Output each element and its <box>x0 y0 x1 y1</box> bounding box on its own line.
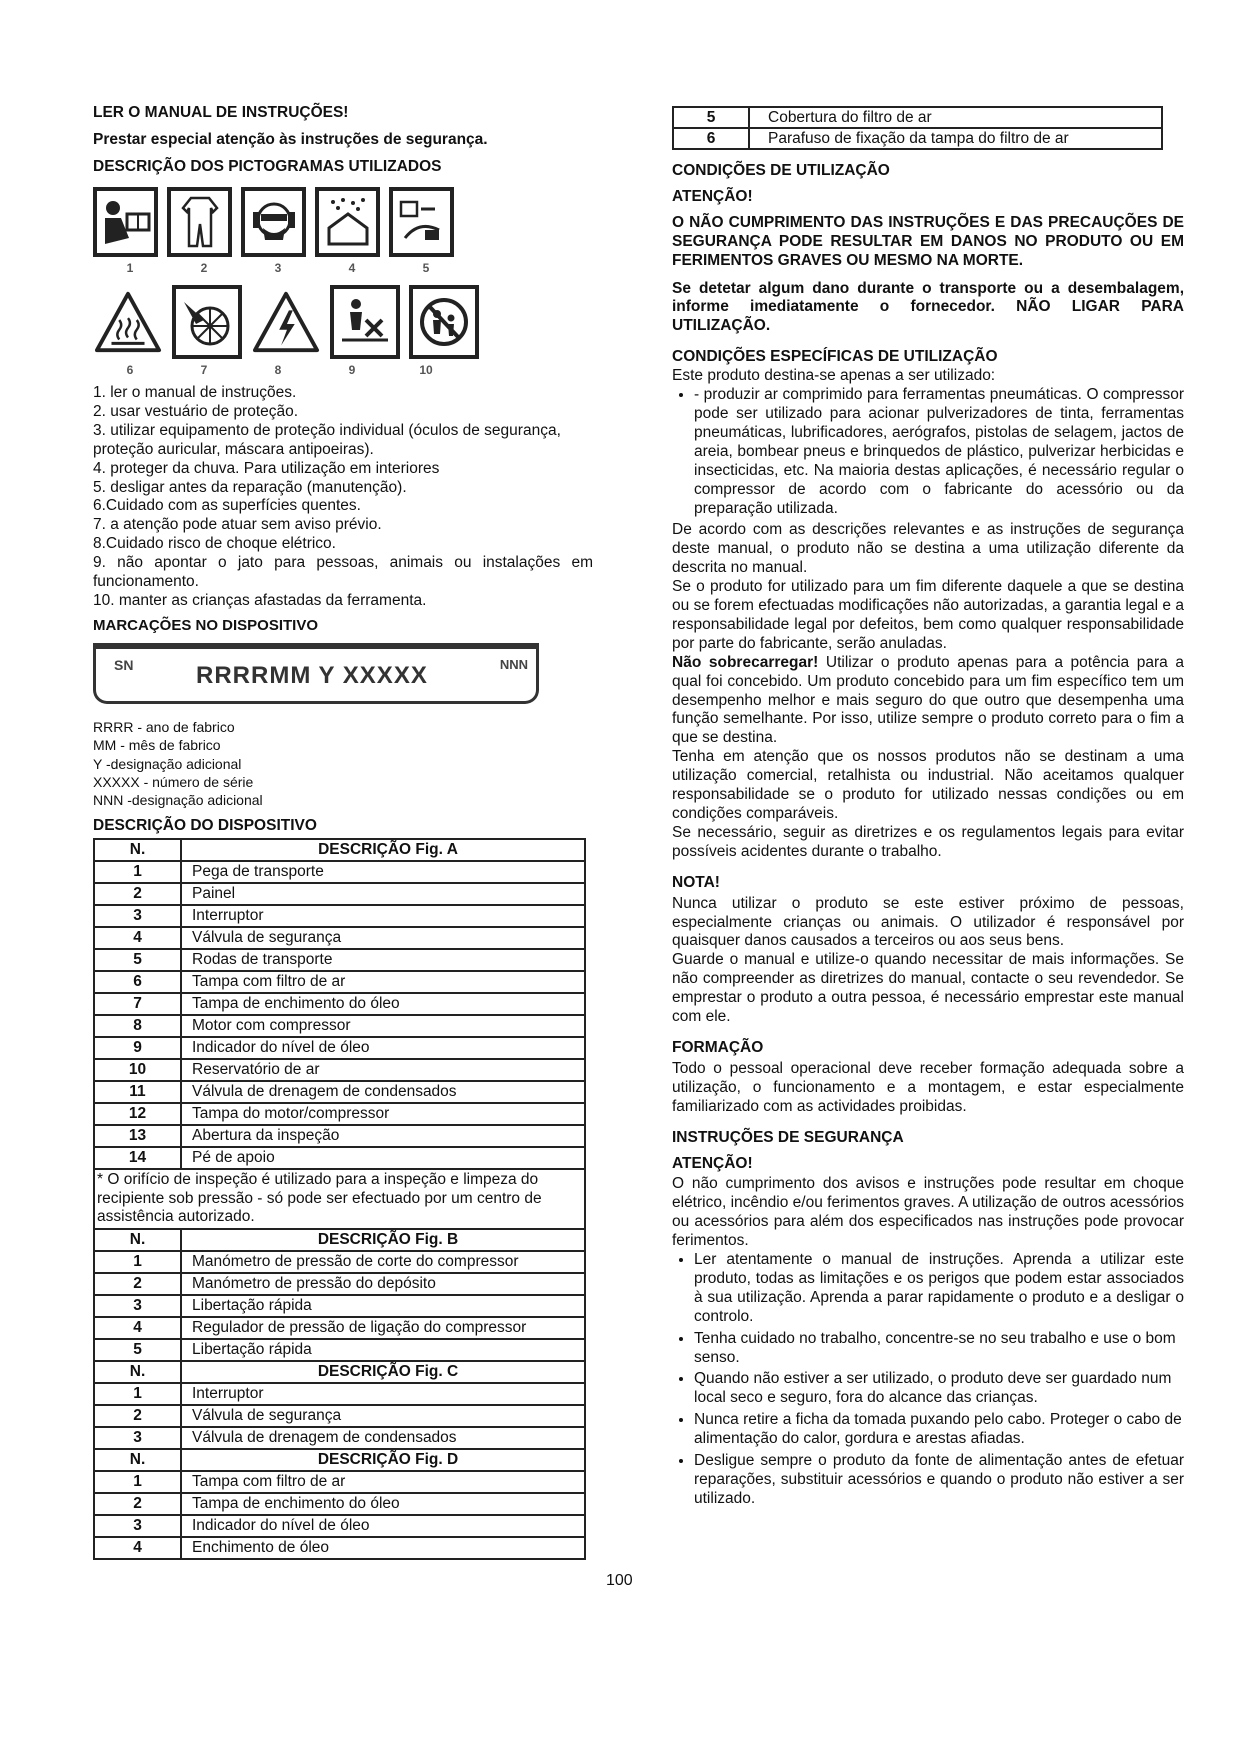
paragraph: Guarde o manual e utilize-o quando necessitar de mais informações. Se não compreender as diretrizes do manual, contacte o seu revendedor. Se emprestar o produto a outra pessoa, é necessário emprestar este manual com ele. <box>672 951 1184 1026</box>
column-header-number: N. <box>94 1361 181 1383</box>
table-row <box>94 927 585 949</box>
warning-caps: O NÃO CUMPRIMENTO DAS INSTRUÇÕES E DAS PRECAUÇÕES DE SEGURANÇA PODE RESULTAR EM DANOS NO PRODUTO OU EM FERIMENTOS GRAVES OU MESMO NA MORTE. <box>672 213 1184 269</box>
table-row <box>94 1147 585 1169</box>
picto-number: 1 <box>126 260 134 275</box>
safety-list <box>672 1251 1184 1509</box>
heading-pictograms: DESCRIÇÃO DOS PICTOGRAMAS UTILIZADOS <box>93 157 442 175</box>
picto-number: 7 <box>200 363 208 378</box>
table-row <box>94 1273 585 1295</box>
table-cell-description: Abertura da inspeção <box>181 1125 585 1147</box>
list-item: RRRR - ano de fabrico <box>93 719 235 736</box>
table-row <box>94 1405 585 1427</box>
table-cell-description: Painel <box>181 883 585 905</box>
list-item: 1. ler o manual de instruções. <box>93 383 297 401</box>
table-row <box>94 1493 585 1515</box>
serial-plate <box>93 643 539 704</box>
automatic-start-icon <box>172 285 242 359</box>
column-header-description: DESCRIÇÃO Fig. C <box>181 1361 585 1383</box>
table-header-row <box>94 839 585 861</box>
table-cell-number: 12 <box>94 1103 181 1125</box>
paragraph: De acordo com as descrições relevantes e as instruções de segurança deste manual, o produto não se destina a uma utilização diferente da descrita no manual. <box>672 521 1184 577</box>
table-cell-number: 5 <box>94 949 181 971</box>
table-cell-description: Motor com compressor <box>181 1015 585 1037</box>
column-header-number: N. <box>94 839 181 861</box>
device-description-table <box>93 838 586 1560</box>
table-row <box>94 971 585 993</box>
table-row <box>94 1251 585 1273</box>
keep-children-away-icon <box>409 285 479 359</box>
table-row <box>94 905 585 927</box>
table-cell-number: 11 <box>94 1081 181 1103</box>
plate-legend <box>93 718 593 809</box>
picto-number: 6 <box>126 363 134 378</box>
pictogram-legend <box>93 384 593 611</box>
pictogram-numbers-row-1 <box>93 261 593 276</box>
table-cell-description: Rodas de transporte <box>181 949 585 971</box>
pictogram-row-1 <box>93 187 593 257</box>
overload-bold: Não sobrecarregar! <box>672 653 819 671</box>
table-header-row <box>94 1361 585 1383</box>
heading-specific-conditions: CONDIÇÕES ESPECÍFICAS DE UTILIZAÇÃO <box>672 348 998 366</box>
paragraph: Tenha em atenção que os nossos produtos não se destinam a uma utilização comercial, retalhista ou industrial. Não aceitamos qualquer responsabilidade se o produto for utilizado nessas condições ou em condições comparáveis. <box>672 748 1184 822</box>
table-cell-description: Manómetro de pressão do depósito <box>181 1273 585 1295</box>
list-item: 8.Cuidado risco de choque elétrico. <box>93 535 336 553</box>
column-header-description: DESCRIÇÃO Fig. A <box>181 839 585 861</box>
list-item: MM - mês de fabrico <box>93 737 221 754</box>
list-item: NNN -designação adicional <box>93 791 263 808</box>
electric-shock-icon <box>251 285 321 359</box>
table-row <box>94 1295 585 1317</box>
table-cell-description: Tampa do motor/compressor <box>181 1103 585 1125</box>
table-row <box>94 883 585 905</box>
paragraph: Todo o pessoal operacional deve receber formação adequada sobre a utilização, o funcionamento e a montagem, e estar especialmente familiarizado com as actividades proibidas. <box>672 1059 1184 1115</box>
heading-conditions: CONDIÇÕES DE UTILIZAÇÃO <box>672 162 890 179</box>
list-item: 9. não apontar o jato para pessoas, animais ou instalações em funcionamento. <box>93 554 593 591</box>
heading-device-description: DESCRIÇÃO DO DISPOSITIVO <box>93 817 317 835</box>
pictogram-numbers-row-2 <box>93 363 593 378</box>
column-header-number: N. <box>94 1449 181 1471</box>
specific-intro: Este produto destina-se apenas a ser utilizado: <box>672 367 996 385</box>
table-cell-number: 3 <box>94 1295 181 1317</box>
table-cell-description: Tampa de enchimento do óleo <box>181 1493 585 1515</box>
table-cell-description: Pega de transporte <box>181 861 585 883</box>
paragraph: Se necessário, seguir as diretrizes e os regulamentos legais para evitar possíveis acidentes durante o trabalho. <box>672 823 1184 860</box>
heading-safety: INSTRUÇÕES DE SEGURANÇA <box>672 1128 904 1146</box>
list-item: • - produzir ar comprimido para ferramentas pneumáticas. O compressor pode ser utilizado para acionar pulverizadores de tinta, ferramentas pneumáticas, lubrificadores, aerógrafos, pistolas de selagem, jactos de areia, bombear pneus e brinquedos de plástico, pulverizar herbicidas e insecticidas, etc. Na maioria destas aplicações, é necessário regular o compressor de acordo com o fabricante do acessório ou da preparação utilizada. <box>694 386 1184 518</box>
list-item: 2. usar vestuário de proteção. <box>93 402 299 420</box>
table-cell-number: 1 <box>94 1471 181 1493</box>
table-cell-description: Libertação rápida <box>181 1339 585 1361</box>
paragraph: Se o produto for utilizado para um fim diferente daquele a que se destina ou se forem efectuadas modificações não autorizadas, a garantia legal e a responsabilidade legal por defeitos, bem como qualquer responsabilidade por parte do fabricante, serão anuladas. <box>672 578 1184 652</box>
table-cell-number: 2 <box>94 1273 181 1295</box>
specific-list <box>672 386 1184 518</box>
attention-label: ATENÇÃO! <box>672 187 753 205</box>
list-item: • Ler atentamente o manual de instruções. Aprenda a utilizar este produto, todas as limitações e os perigos que podem estar associados à sua utilização. Aprenda a parar rapidamente o produto e a desligar o controlo. <box>694 1251 1184 1327</box>
table-row <box>94 1059 585 1081</box>
table-cell-description: Tampa com filtro de ar <box>181 1471 585 1493</box>
paragraph: Nunca utilizar o produto se este estiver próximo de pessoas, especialmente crianças ou animais. O utilizador é responsável por quaisquer danos causados a terceiros ou aos seus bens. <box>672 894 1184 950</box>
plate-sn: SN <box>114 657 134 674</box>
table-note-row <box>94 1169 585 1229</box>
table-cell-number: 1 <box>94 1251 181 1273</box>
picto-number: 2 <box>200 260 208 275</box>
table-cell-description: Parafuso de fixação da tampa do filtro de ar <box>749 128 1162 149</box>
table-row <box>94 1537 585 1559</box>
table-cell-number: 9 <box>94 1037 181 1059</box>
table-cell-description: Libertação rápida <box>181 1295 585 1317</box>
heading-read-manual: LER O MANUAL DE INSTRUÇÕES! <box>93 104 349 121</box>
table-cell-description: Interruptor <box>181 1383 585 1405</box>
air-filter-table <box>672 106 1163 150</box>
table-cell-number: 10 <box>94 1059 181 1081</box>
paragraph: O não cumprimento dos avisos e instruções pode resultar em choque elétrico, incêndio e/ou ferimentos graves. A utilização de outros acessórios ou acessórios para além dos especificados nas instruções pode provocar ferimentos. <box>672 1175 1184 1250</box>
picto-number: 5 <box>422 260 430 275</box>
table-cell-number: 1 <box>94 861 181 883</box>
column-header-description: DESCRIÇÃO Fig. B <box>181 1229 585 1251</box>
list-item: • Desligue sempre o produto da fonte de alimentação antes de efetuar reparações, substituir acessórios e quando o produto não estiver a ser utilizado. <box>694 1452 1184 1509</box>
column-header-description: DESCRIÇÃO Fig. D <box>181 1449 585 1471</box>
table-header-row <box>94 1229 585 1251</box>
inspection-note: * O orifício de inspeção é utilizado para a inspeção e limpeza do recipiente sob pressão - só pode ser efectuado por um centro de assistência autorizado. <box>94 1169 585 1229</box>
table-header-row <box>94 1449 585 1471</box>
plate-code: RRRRMM Y XXXXX <box>196 662 428 690</box>
table-row <box>94 1081 585 1103</box>
table-cell-description: Interruptor <box>181 905 585 927</box>
table-cell-description: Regulador de pressão de ligação do compressor <box>181 1317 585 1339</box>
table-row <box>94 1515 585 1537</box>
heading-training: FORMAÇÃO <box>672 1038 764 1056</box>
left-column <box>93 104 593 1560</box>
table-cell-description: Tampa de enchimento do óleo <box>181 993 585 1015</box>
table-row <box>94 1125 585 1147</box>
table-cell-number: 2 <box>94 883 181 905</box>
list-item: • Quando não estiver a ser utilizado, o produto deve ser guardado num local seco e seguro, fora do alcance das crianças. <box>694 1370 1184 1408</box>
disconnect-plug-icon <box>389 187 454 257</box>
list-item: Y -designação adicional <box>93 755 242 772</box>
list-item: 4. proteger da chuva. Para utilização em interiores <box>93 459 440 477</box>
table-cell-number: 3 <box>94 905 181 927</box>
list-item: • Nunca retire a ficha da tomada puxando pelo cabo. Proteger o cabo de alimentação do calor, gordura e arestas afiadas. <box>694 1411 1184 1449</box>
table-row <box>673 107 1162 128</box>
table-cell-number: 6 <box>94 971 181 993</box>
table-row <box>94 1471 585 1493</box>
list-item: XXXXX - número de série <box>93 773 254 790</box>
right-column <box>672 106 1184 1512</box>
table-cell-number: 6 <box>673 128 749 149</box>
heading-markings: MARCAÇÕES NO DISPOSITIVO <box>93 616 319 634</box>
table-cell-description: Válvula de segurança <box>181 927 585 949</box>
table-cell-number: 1 <box>94 1383 181 1405</box>
table-row <box>94 1383 585 1405</box>
table-cell-description: Válvula de segurança <box>181 1405 585 1427</box>
table-cell-number: 4 <box>94 1537 181 1559</box>
table-cell-number: 7 <box>94 993 181 1015</box>
table-row <box>94 1103 585 1125</box>
table-row <box>94 1339 585 1361</box>
table-cell-description: Pé de apoio <box>181 1147 585 1169</box>
page-number: 100 <box>606 1572 633 1589</box>
picto-number: 9 <box>348 363 356 378</box>
table-cell-description: Cobertura do filtro de ar <box>749 107 1162 128</box>
table-row <box>94 1427 585 1449</box>
table-cell-number: 4 <box>94 927 181 949</box>
table-row <box>94 993 585 1015</box>
list-item: 5. desligar antes da reparação (manutenção). <box>93 478 407 496</box>
table-row <box>94 1317 585 1339</box>
overload-paragraph <box>672 654 1184 749</box>
table-cell-description: Tampa com filtro de ar <box>181 971 585 993</box>
table-cell-number: 5 <box>94 1339 181 1361</box>
no-spray-people-icon <box>330 285 400 359</box>
column-header-number: N. <box>94 1229 181 1251</box>
picto-number: 8 <box>274 363 282 378</box>
heading-note: NOTA! <box>672 873 720 891</box>
list-item: • Tenha cuidado no trabalho, concentre-se no seu trabalho e use o bom senso. <box>694 1330 1184 1368</box>
table-cell-number: 5 <box>673 107 749 128</box>
protective-clothing-icon <box>167 187 232 257</box>
attention-label: ATENÇÃO! <box>672 1154 753 1172</box>
heading-safety-attention: Prestar especial atenção às instruções de segurança. <box>93 130 488 148</box>
table-cell-number: 2 <box>94 1493 181 1515</box>
transport-warning: Se detetar algum dano durante o transporte ou a desembalagem, informe imediatamente o fornecedor. NÃO LIGAR PARA UTILIZAÇÃO. <box>672 279 1184 335</box>
picto-number: 10 <box>419 363 433 378</box>
plate-nnn: NNN <box>499 657 528 673</box>
list-item: 3. utilizar equipamento de proteção individual (óculos de segurança, proteção auricular, máscara antipoeiras). <box>93 421 561 458</box>
table-cell-number: 8 <box>94 1015 181 1037</box>
picto-number: 3 <box>274 260 282 275</box>
list-item: 10. manter as crianças afastadas da ferramenta. <box>93 591 427 609</box>
table-cell-description: Válvula de drenagem de condensados <box>181 1081 585 1103</box>
table-cell-description: Indicador do nível de óleo <box>181 1037 585 1059</box>
table-cell-number: 3 <box>94 1427 181 1449</box>
table-row <box>673 128 1162 149</box>
table-cell-number: 2 <box>94 1405 181 1427</box>
table-cell-number: 13 <box>94 1125 181 1147</box>
table-cell-number: 4 <box>94 1317 181 1339</box>
table-cell-number: 14 <box>94 1147 181 1169</box>
table-cell-description: Enchimento de óleo <box>181 1537 585 1559</box>
table-row <box>94 949 585 971</box>
picto-number: 4 <box>348 260 356 275</box>
table-row <box>94 1037 585 1059</box>
rain-protect-icon <box>315 187 380 257</box>
read-manual-icon <box>93 187 158 257</box>
ppe-icon <box>241 187 306 257</box>
table-cell-number: 3 <box>94 1515 181 1537</box>
hot-surface-icon <box>93 285 163 359</box>
list-item: 7. a atenção pode atuar sem aviso prévio. <box>93 516 382 534</box>
table-cell-description: Indicador do nível de óleo <box>181 1515 585 1537</box>
list-item: 6.Cuidado com as superfícies quentes. <box>93 497 361 515</box>
overload-text: Utilizar o produto apenas para a potência para a qual foi concebido. Um produto concebido para um fim específico tem um desempenho melhor e mais seguro do que outro que desempenha uma função semelhante. Por isso, utilize sempre o produto correto para o fim a que se destina. <box>672 653 1184 747</box>
table-cell-description: Manómetro de pressão de corte do compressor <box>181 1251 585 1273</box>
table-row <box>94 1015 585 1037</box>
table-row <box>94 861 585 883</box>
pictogram-row-2 <box>93 285 593 359</box>
table-cell-description: Reservatório de ar <box>181 1059 585 1081</box>
table-cell-description: Válvula de drenagem de condensados <box>181 1427 585 1449</box>
